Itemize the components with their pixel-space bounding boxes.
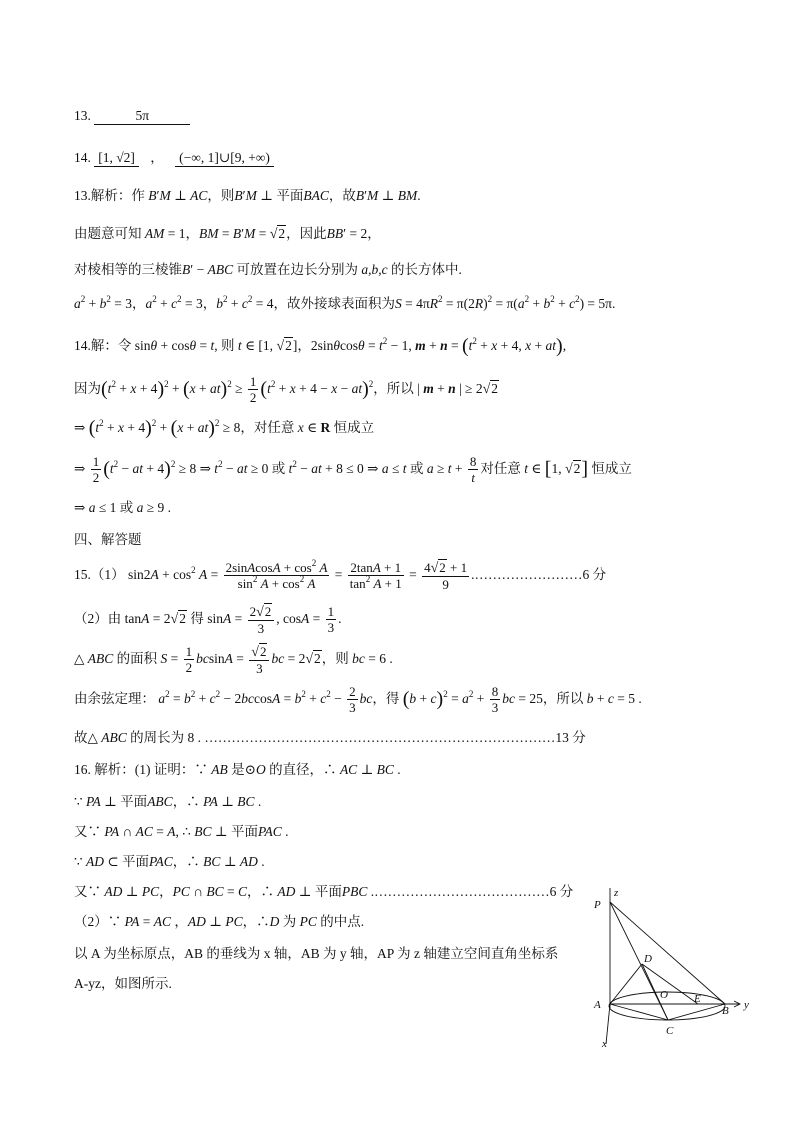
- label-A: A: [594, 999, 601, 1011]
- answer-14-part1: [1, √2]: [94, 150, 139, 167]
- sol14-line4: ⇒ $\frac{1}{2}$ ($t^2$ − at + 4)$^2$ ≥ 8 ⇒ $t^2$ − at ≥ 0 或 $t^2$ − at + 8 ≤ 0 ⇒ a ≤ t 或 a ≥ t + $\frac{8}{t}$ 对任意 t ∈ [1, √2] 恒成立: [74, 454, 632, 486]
- sol14-line2: 因为$(t^2 + x + 4)^2 + (x + at)^2$ ≥ $\frac{1}{2}$ $(t^2 + x + 4 - x - at)^2$，所以 | m + n | ≥ 2√2: [74, 374, 499, 406]
- sol15-line4: 由余弦定理： $a^2 = b^2 + c^2 - 2bccosA = b^2 + c^2$ − $\frac{2}{3}$ bc，得 $(b + c)^2 = a^2$ + $\frac{8}{3}$ bc = 25，所以 b + c = 5 .: [74, 684, 642, 716]
- label-C: C: [666, 1025, 674, 1037]
- edge-AC: [610, 1004, 668, 1020]
- answer-13-value: 5π: [94, 108, 190, 125]
- sol16-line2: ∵ PA ⊥ 平面ABC，∴ PA ⊥ BC .: [74, 794, 262, 809]
- sol13-line1: 13.解析：作 B′M ⊥ AC，则B′M ⊥ 平面BAC，故B′M ⊥ BM.: [74, 188, 421, 203]
- sol14-line1: 14.解：令 sinθ + cosθ = t, 则 t ∈ [1, √2]，$2\sin\theta\cos\theta = t^2 - 1$, $m + n = (t^2 + x + 4$, x + at),: [74, 335, 567, 357]
- sol13-line2: 由题意可知 AM = 1，BM = B′M = √2，因此BB′ = 2，: [74, 226, 381, 242]
- sol14-line5: ⇒ a ≤ 1 或 a ≥ 9 .: [74, 500, 172, 515]
- sol16-line7: 以 A 为坐标原点，AB 的垂线为 x 轴，AB 为 y 轴，AP 为 z 轴建立空间直角坐标系: [74, 946, 559, 961]
- sol13-line3: 对棱相等的三棱锥B′ − ABC 可放置在边长分别为 a,b,c 的长方体中.: [74, 262, 462, 277]
- label-x: x: [602, 1038, 607, 1049]
- sol15-line1: 15.（1） $\sin 2A + \cos^2 A$ = $\frac{2sinAcosA + \cos^2 A}{\sin^2 A + \cos^2 A}$ = $\frac{2\tan A + 1}{\tan^2 A + 1}$ = $\frac{4√2 + 1}{9}$ .……………………6 分: [74, 558, 607, 592]
- label-y: y: [744, 999, 749, 1011]
- sol16-line4: ∵ AD ⊂ 平面PAC，∴ BC ⊥ AD .: [74, 854, 265, 869]
- segment-AD: [610, 964, 642, 1004]
- label-E: E: [694, 993, 701, 1005]
- answer-13: 13. 5π: [74, 106, 190, 126]
- sol16-line6: （2）∵ PA = AC ，AD ⊥ PC，∴D 为 PC 的中点.: [74, 914, 365, 929]
- sol16-line3: 又∵ PA ∩ AC = A, ∴ BC ⊥ 平面PAC .: [74, 824, 289, 839]
- label-B: B: [722, 1005, 729, 1017]
- answer-14: 14. [1, √2] ， (−∞, 1]∪[9, +∞): [74, 148, 274, 168]
- label-z: z: [614, 887, 619, 899]
- sol16-line1: 16. 解析：(1) 证明：∵ AB 是⊙O 的直径，∴ AC ⊥ BC .: [74, 762, 401, 777]
- label-D: D: [644, 953, 652, 965]
- label-P: P: [594, 899, 601, 911]
- section-title: 四、解答题: [74, 532, 142, 547]
- sol13-line4: $a^2 + b^2 = 3$，$a^2 + c^2 = 3$，$b^2 + c^2 = 4$，故外接球表面积为$S = 4\pi R^2 = \pi(2R)^2 = \pi(a^2 + b^2 + c^2) = 5\pi$.: [74, 294, 616, 311]
- sol15-line3: △ ABC 的面积 S = $\frac{1}{2}$ bcsinA = $\frac{√2}{3}$ bc = 2√2，则 bc = 6 .: [74, 643, 393, 676]
- sol15-line5: 故△ ABC 的周长为 8 . ……………………………………………………………………13 分: [74, 730, 586, 745]
- sol16-line8: A-yz，如图所示.: [74, 976, 172, 991]
- label-O: O: [660, 989, 668, 1001]
- sol14-line3: ⇒ $(t^2 + x + 4)^2 + (x + at)^2 \ge 8$，对任意 x ∈ R 恒成立: [74, 417, 375, 439]
- sol15-line2: （2）由 tanA = 2√2 得 sinA = $\frac{2√2}{3}$ , cosA = $\frac{1}{3}$ .: [74, 603, 342, 636]
- edge-CB: [668, 1004, 725, 1020]
- sol16-line5: 又∵ AD ⊥ PC，PC ∩ BC = C，∴ AD ⊥ 平面PBC .…………………………………6 分: [74, 884, 574, 899]
- answer-14-part2: (−∞, 1]∪[9, +∞): [175, 150, 274, 167]
- geometry-figure: [588, 884, 758, 1049]
